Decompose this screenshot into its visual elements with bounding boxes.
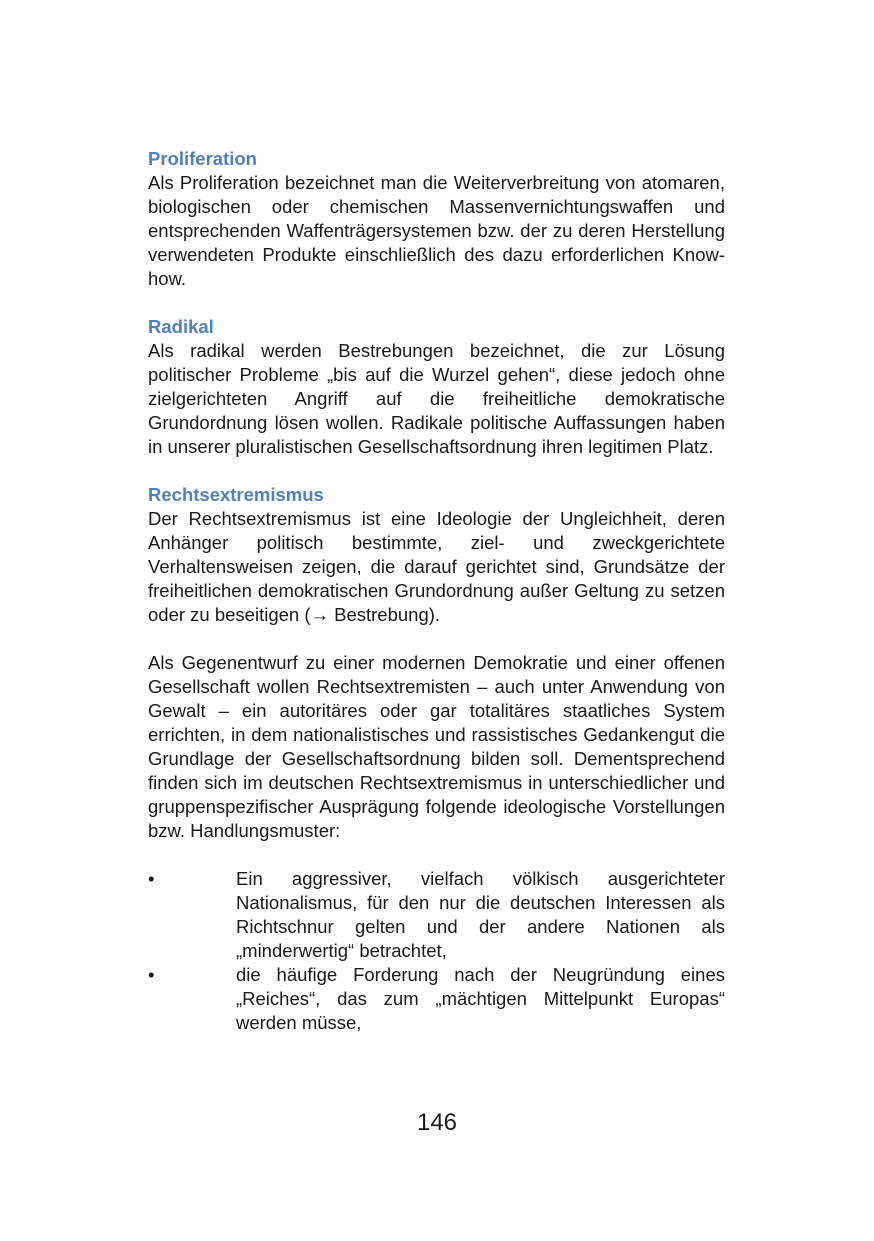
paragraph-gap (148, 627, 725, 651)
list-item-text: Ein aggressiver, vielfach völkisch ausgerichteter Nationalismus, für den nur die deutschen Interessen als Richtschnur gelten und der andere Nationen als „minderwertig“ betrachtet, (236, 868, 725, 961)
list-item (148, 963, 725, 1035)
bullet-icon: • (148, 964, 155, 985)
section-proliferation (148, 147, 725, 291)
section-paragraph: Der Rechtsextremismus ist eine Ideologie der Ungleichheit, deren Anhänger politisch bestimmte, ziel- und zweckgerichtete Verhaltensweisen zeigen, die darauf gerichtet sind, Grundsätze der freiheitlichen demokratischen Grundordnung außer Geltung zu setzen oder zu beseitigen (→ Bestrebung). (148, 508, 725, 625)
section-radikal (148, 315, 725, 459)
list-item-text: die häufige Forderung nach der Neugründung eines „Reiches“, das zum „mächtigen Mittelpunkt Europas“ werden müsse, (236, 964, 725, 1033)
section-heading: Radikal (148, 316, 214, 337)
list-item (148, 867, 725, 963)
page-number: 146 (416, 1109, 458, 1136)
document-page (148, 147, 725, 1035)
section-rechtsextremismus (148, 483, 725, 843)
section-heading: Proliferation (148, 148, 257, 169)
section-paragraph: Als Proliferation bezeichnet man die Weiterverbreitung von atomaren, biologischen oder chemischen Massenvernichtungswaffen und entsprechenden Waffenträgersystemen bzw. der zu deren Herstellung verwendeten Produkte einschließlich des dazu erforderlichen Know-how. (148, 172, 725, 289)
bullet-list (148, 867, 725, 1035)
section-heading: Rechtsextremismus (148, 484, 324, 505)
section-paragraph-2: Als Gegenentwurf zu einer modernen Demokratie und einer offenen Gesellschaft wollen Rechtsextremisten – auch unter Anwendung von Gewalt – ein autoritäres oder gar totalitäres staatliches System errichten, in dem nationalistisches und rassistisches Gedankengut die Grundlage der Gesellschaftsordnung bilden soll. Dementsprechend finden sich im deutschen Rechtsextremismus in unterschiedlicher und gruppenspezifischer Ausprägung folgende ideologische Vorstellungen bzw. Handlungsmuster: (148, 652, 725, 841)
section-paragraph: Als radikal werden Bestrebungen bezeichnet, die zur Lösung politischer Probleme „bis auf die Wurzel gehen“, diese jedoch ohne zielgerichteten Angriff auf die freiheitliche demokratische Grundordnung lösen wollen. Radikale politische Auffassungen haben in unserer pluralistischen Gesellschaftsordnung ihren legitimen Platz. (148, 340, 725, 457)
bullet-icon: • (148, 868, 155, 889)
